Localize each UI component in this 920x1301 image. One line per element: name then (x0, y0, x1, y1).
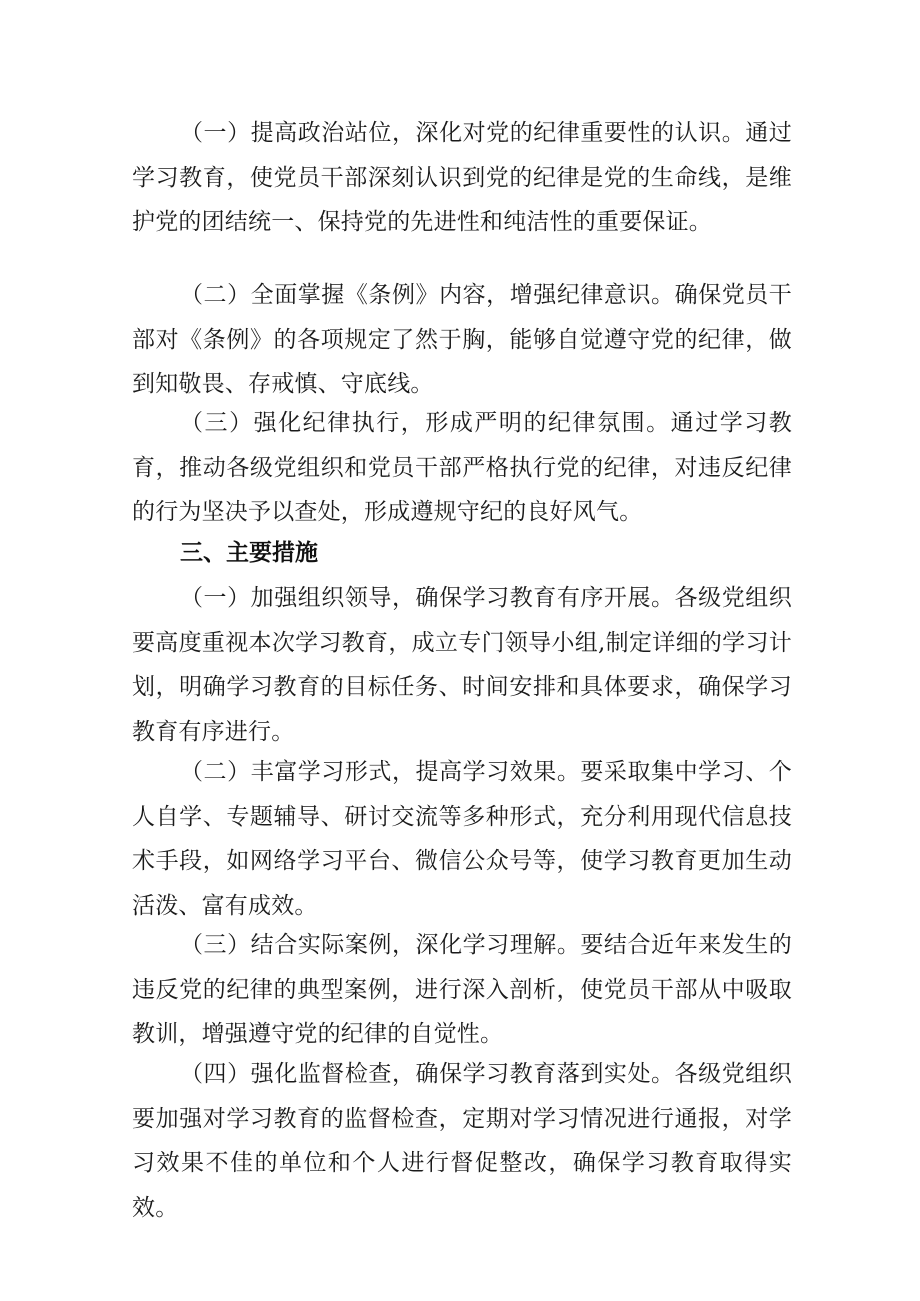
paragraph-measure-3: （三）结合实际案例，深化学习理解。要结合近年来发生的违反党的纪律的典型案例，进行深入剖析，使党员干部从中吸取教训，增强遵守党的纪律的自觉性。 (132, 932, 792, 1047)
paragraph-objective-3: （三）强化纪律执行，形成严明的纪律氛围。通过学习教育，推动各级党组织和党员干部严格执行党的纪律，对违反纪律的行为坚决予以查处，形成遵规守纪的良好风气。 (132, 410, 792, 525)
paragraph-measure-1: （一）加强组织领导，确保学习教育有序开展。各级党组织要高度重视本次学习教育，成立专门领导小组,制定详细的学习计划，明确学习教育的目标任务、时间安排和具体要求，确保学习教育有序进行。 (132, 585, 792, 745)
section-heading: 三、主要措施 (180, 540, 318, 566)
paragraph-objective-1: （一）提高政治站位，深化对党的纪律重要性的认识。通过学习教育，使党员干部深刻认识到党的纪律是党的生命线，是维护党的团结统一、保持党的先进性和纯洁性的重要保证。 (132, 120, 792, 235)
paragraph-objective-2: （二）全面掌握《条例》内容，增强纪律意识。确保党员干部对《条例》的各项规定了然于胸，能够自觉遵守党的纪律，做到知敬畏、存戒慎、守底线。 (132, 282, 792, 397)
paragraph-measure-4: （四）强化监督检查，确保学习教育落到实处。各级党组织要加强对学习教育的监督检查，定期对学习情况进行通报，对学习效果不佳的单位和个人进行督促整改，确保学习教育取得实效。 (132, 1061, 792, 1221)
paragraph-measure-2: （二）丰富学习形式，提高学习效果。要采取集中学习、个人自学、专题辅导、研讨交流等多种形式，充分利用现代信息技术手段，如网络学习平台、微信公众号等，使学习教育更加生动活泼、富有成效。 (132, 759, 792, 919)
